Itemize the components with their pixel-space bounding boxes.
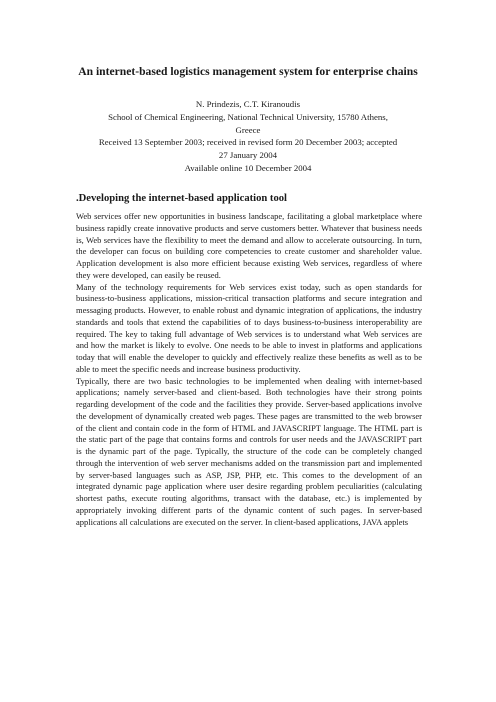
article-meta (60, 98, 436, 175)
received-line-1: Received 13 September 2003; received in revised form 20 December 2003; accepted (98, 137, 398, 148)
section-body (76, 211, 422, 528)
paragraph: Typically, there are two basic technologies to be implemented when dealing with internet-based applications; namely server-based and client-based. Both technologies have their strong points regarding development of the code and the facilities they provide. Server-based applications involve the development of dynamically created web pages. These pages are transmitted to the web browser of the client and contain code in the form of HTML and JAVASCRIPT language. The HTML part is the static part of the page that contains forms and controls for user needs and the JAVASCRIPT part is the dynamic part of the page. Typically, the structure of the code can be completely changed through the intervention of web server mechanisms added on the transmission part and implemented by server-based languages such as ASP, JSP, PHP, etc. This comes to the development of an integrated dynamic page application where user desire regarding problem peculiarities (calculating shortest paths, execute routing algorithms, transact with the database, etc.) is implemented by appropriately invoking different parts of the dynamic content of such pages. In server-based applications all calculations are executed on the server. In client-based applications, JAVA applets (76, 375, 422, 527)
received-line-2: 27 January 2004 (218, 150, 278, 161)
paragraph: Web services offer new opportunities in business landscape, facilitating a global marketplace where business rapidly create innovative products and serve customers better. Whatever that business needs is, Web services have the flexibility to meet the demand and allow to accelerate outsourcing. In turn, the developer can focus on building core competencies to create customer and shareholder value. Application development is also more efficient because existing Web services, regardless of where they were developed, can easily be reused. (76, 211, 422, 280)
affiliation-line-2: Greece (235, 124, 261, 135)
authors: N. Prindezis, C.T. Kiranoudis (195, 99, 301, 109)
paragraph: Many of the technology requirements for Web services exist today, such as open standards for business-to-business applications, mission-critical transaction platforms and secure integration and messaging products. However, to enable robust and dynamic integration of applications, the industry standards and tools that extend the capabilities of to days business-to-business interoperability are required. The key to taking full advantage of Web services is to understand what Web services are and how the market is likely to evolve. One needs to be able to invest in platforms and applications today that will enable the developer to quickly and effectively realize these benefits as well as to be able to meet the specific needs and increase business productivity. (76, 281, 422, 374)
affiliation-line-1: School of Chemical Engineering, National Technical University, 15780 Athens, (108, 111, 388, 122)
available-online: Available online 10 December 2004 (184, 162, 312, 173)
article-title: An internet-based logistics management system for enterprise chains (78, 65, 418, 78)
section-heading: .Developing the internet-based application tool (76, 193, 287, 204)
